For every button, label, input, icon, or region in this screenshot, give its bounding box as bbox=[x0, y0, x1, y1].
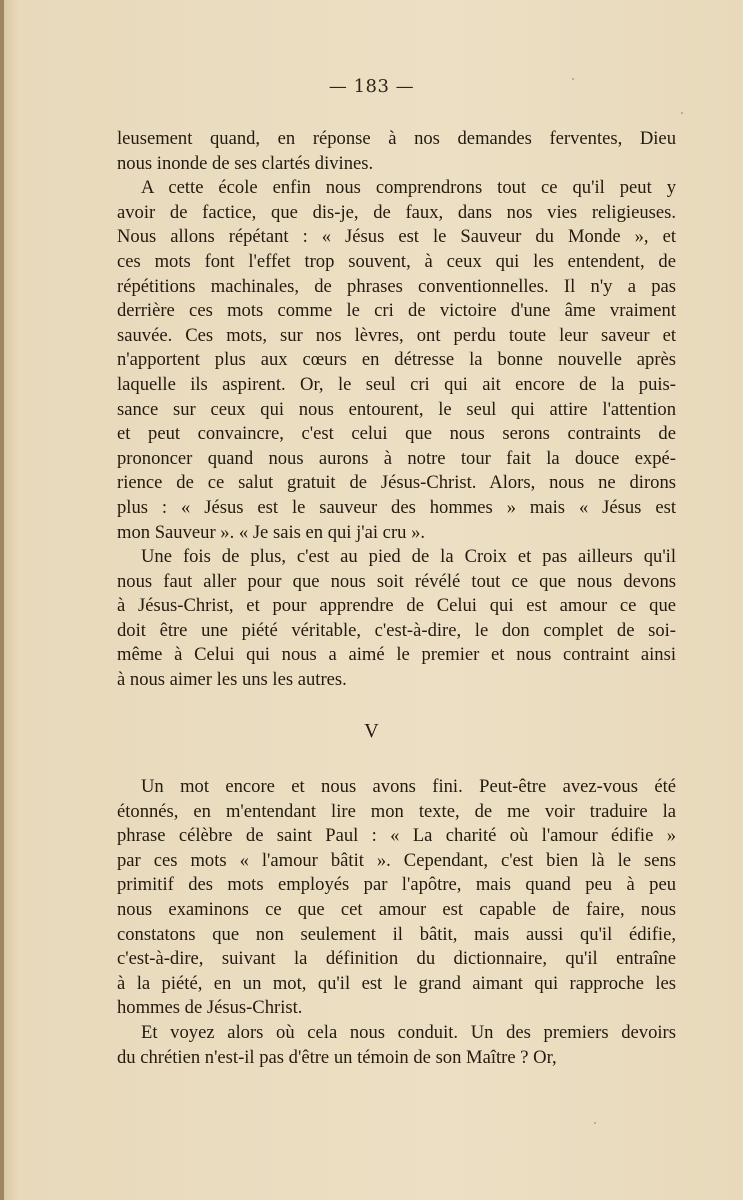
text-line: Une fois de plus, c'est au pied de la Croix et pas ailleurs qu'il bbox=[141, 546, 676, 568]
text-line: sauvée. Ces mots, sur nos lèvres, ont perdu toute leur saveur et bbox=[117, 324, 676, 346]
text-line: plus : « Jésus est le sauveur des hommes » mais « Jésus est bbox=[117, 496, 676, 518]
text-line: phrase célèbre de saint Paul : « La charité où l'amour édifie » bbox=[117, 825, 676, 847]
text-line: même à Celui qui nous a aimé le premier et nous contraint ainsi bbox=[117, 644, 676, 666]
text-line: répétitions machinales, de phrases conventionnelles. Il n'y a pas bbox=[117, 275, 676, 297]
text-line: mon Sauveur ». « Je sais en qui j'ai cru ». bbox=[117, 521, 426, 543]
text-line: doit être une piété véritable, c'est-à-dire, le don complet de soi- bbox=[117, 619, 676, 641]
page-number: — 183 — bbox=[328, 76, 415, 97]
text-block-top bbox=[117, 127, 676, 693]
text-line: nous faut aller pour que nous soit révélé tout ce que nous devons bbox=[117, 570, 676, 592]
text-line: laquelle ils aspirent. Or, le seul cri qui ait encore de la puis- bbox=[117, 373, 676, 395]
text-line: à la piété, en un mot, qu'il est le grand aimant qui rapproche les bbox=[117, 972, 676, 994]
text-line: et peut convaincre, c'est celui que nous serons contraints de bbox=[117, 423, 676, 445]
text-line: primitif des mots employés par l'apôtre, mais quand peu à peu bbox=[117, 874, 676, 896]
text-line: constatons que non seulement il bâtit, mais aussi qu'il édifie, bbox=[117, 923, 676, 945]
text-line: c'est-à-dire, suivant la définition du dictionnaire, qu'il entraîne bbox=[117, 948, 676, 970]
text-line: Nous allons répétant : « Jésus est le Sauveur du Monde », et bbox=[117, 226, 676, 248]
text-line: rience de ce salut gratuit de Jésus-Christ. Alors, nous ne dirons bbox=[117, 472, 676, 494]
text-line: prononcer quand nous aurons à notre tour fait la douce expé- bbox=[117, 447, 676, 469]
paper-speck bbox=[594, 1122, 596, 1124]
text-line: sance sur ceux qui nous entourent, le seul qui attire l'attention bbox=[117, 398, 676, 420]
text-line: ces mots font l'effet trop souvent, à ceux qui les entendent, de bbox=[117, 250, 676, 272]
paper-speck bbox=[572, 78, 574, 80]
section-heading: V bbox=[364, 720, 379, 742]
text-line: nous inonde de ses clartés divines. bbox=[117, 152, 374, 174]
text-line: nous examinons ce que cet amour est capable de faire, nous bbox=[117, 898, 676, 920]
text-line: Et voyez alors où cela nous conduit. Un des premiers devoirs bbox=[141, 1021, 676, 1043]
text-line: hommes de Jésus-Christ. bbox=[117, 997, 303, 1019]
text-line: par ces mots « l'amour bâtit ». Cependant, c'est bien là le sens bbox=[117, 849, 676, 871]
text-line: à Jésus-Christ, et pour apprendre de Celui qui est amour ce que bbox=[117, 595, 676, 617]
binding-edge bbox=[0, 0, 4, 1200]
text-line: leusement quand, en réponse à nos demandes ferventes, Dieu bbox=[117, 128, 676, 149]
paper-speck bbox=[681, 112, 683, 114]
text-line: Un mot encore et nous avons fini. Peut-être avez-vous été bbox=[141, 776, 676, 797]
text-line: n'apportent plus aux cœurs en détresse la bonne nouvelle après bbox=[117, 349, 676, 371]
text-line: à nous aimer les uns les autres. bbox=[117, 669, 347, 691]
text-line: du chrétien n'est-il pas d'être un témoin de son Maître ? Or, bbox=[117, 1046, 557, 1068]
text-line: A cette école enfin nous comprendrons tout ce qu'il peut y bbox=[141, 177, 676, 199]
text-block-bottom bbox=[117, 775, 676, 1070]
text-line: avoir de factice, que dis-je, de faux, dans nos vies religieuses. bbox=[117, 201, 676, 223]
text-line: étonnés, en m'entendant lire mon texte, de me voir traduire la bbox=[117, 800, 676, 822]
text-line: derrière ces mots comme le cri de victoire d'une âme vraiment bbox=[117, 300, 676, 322]
